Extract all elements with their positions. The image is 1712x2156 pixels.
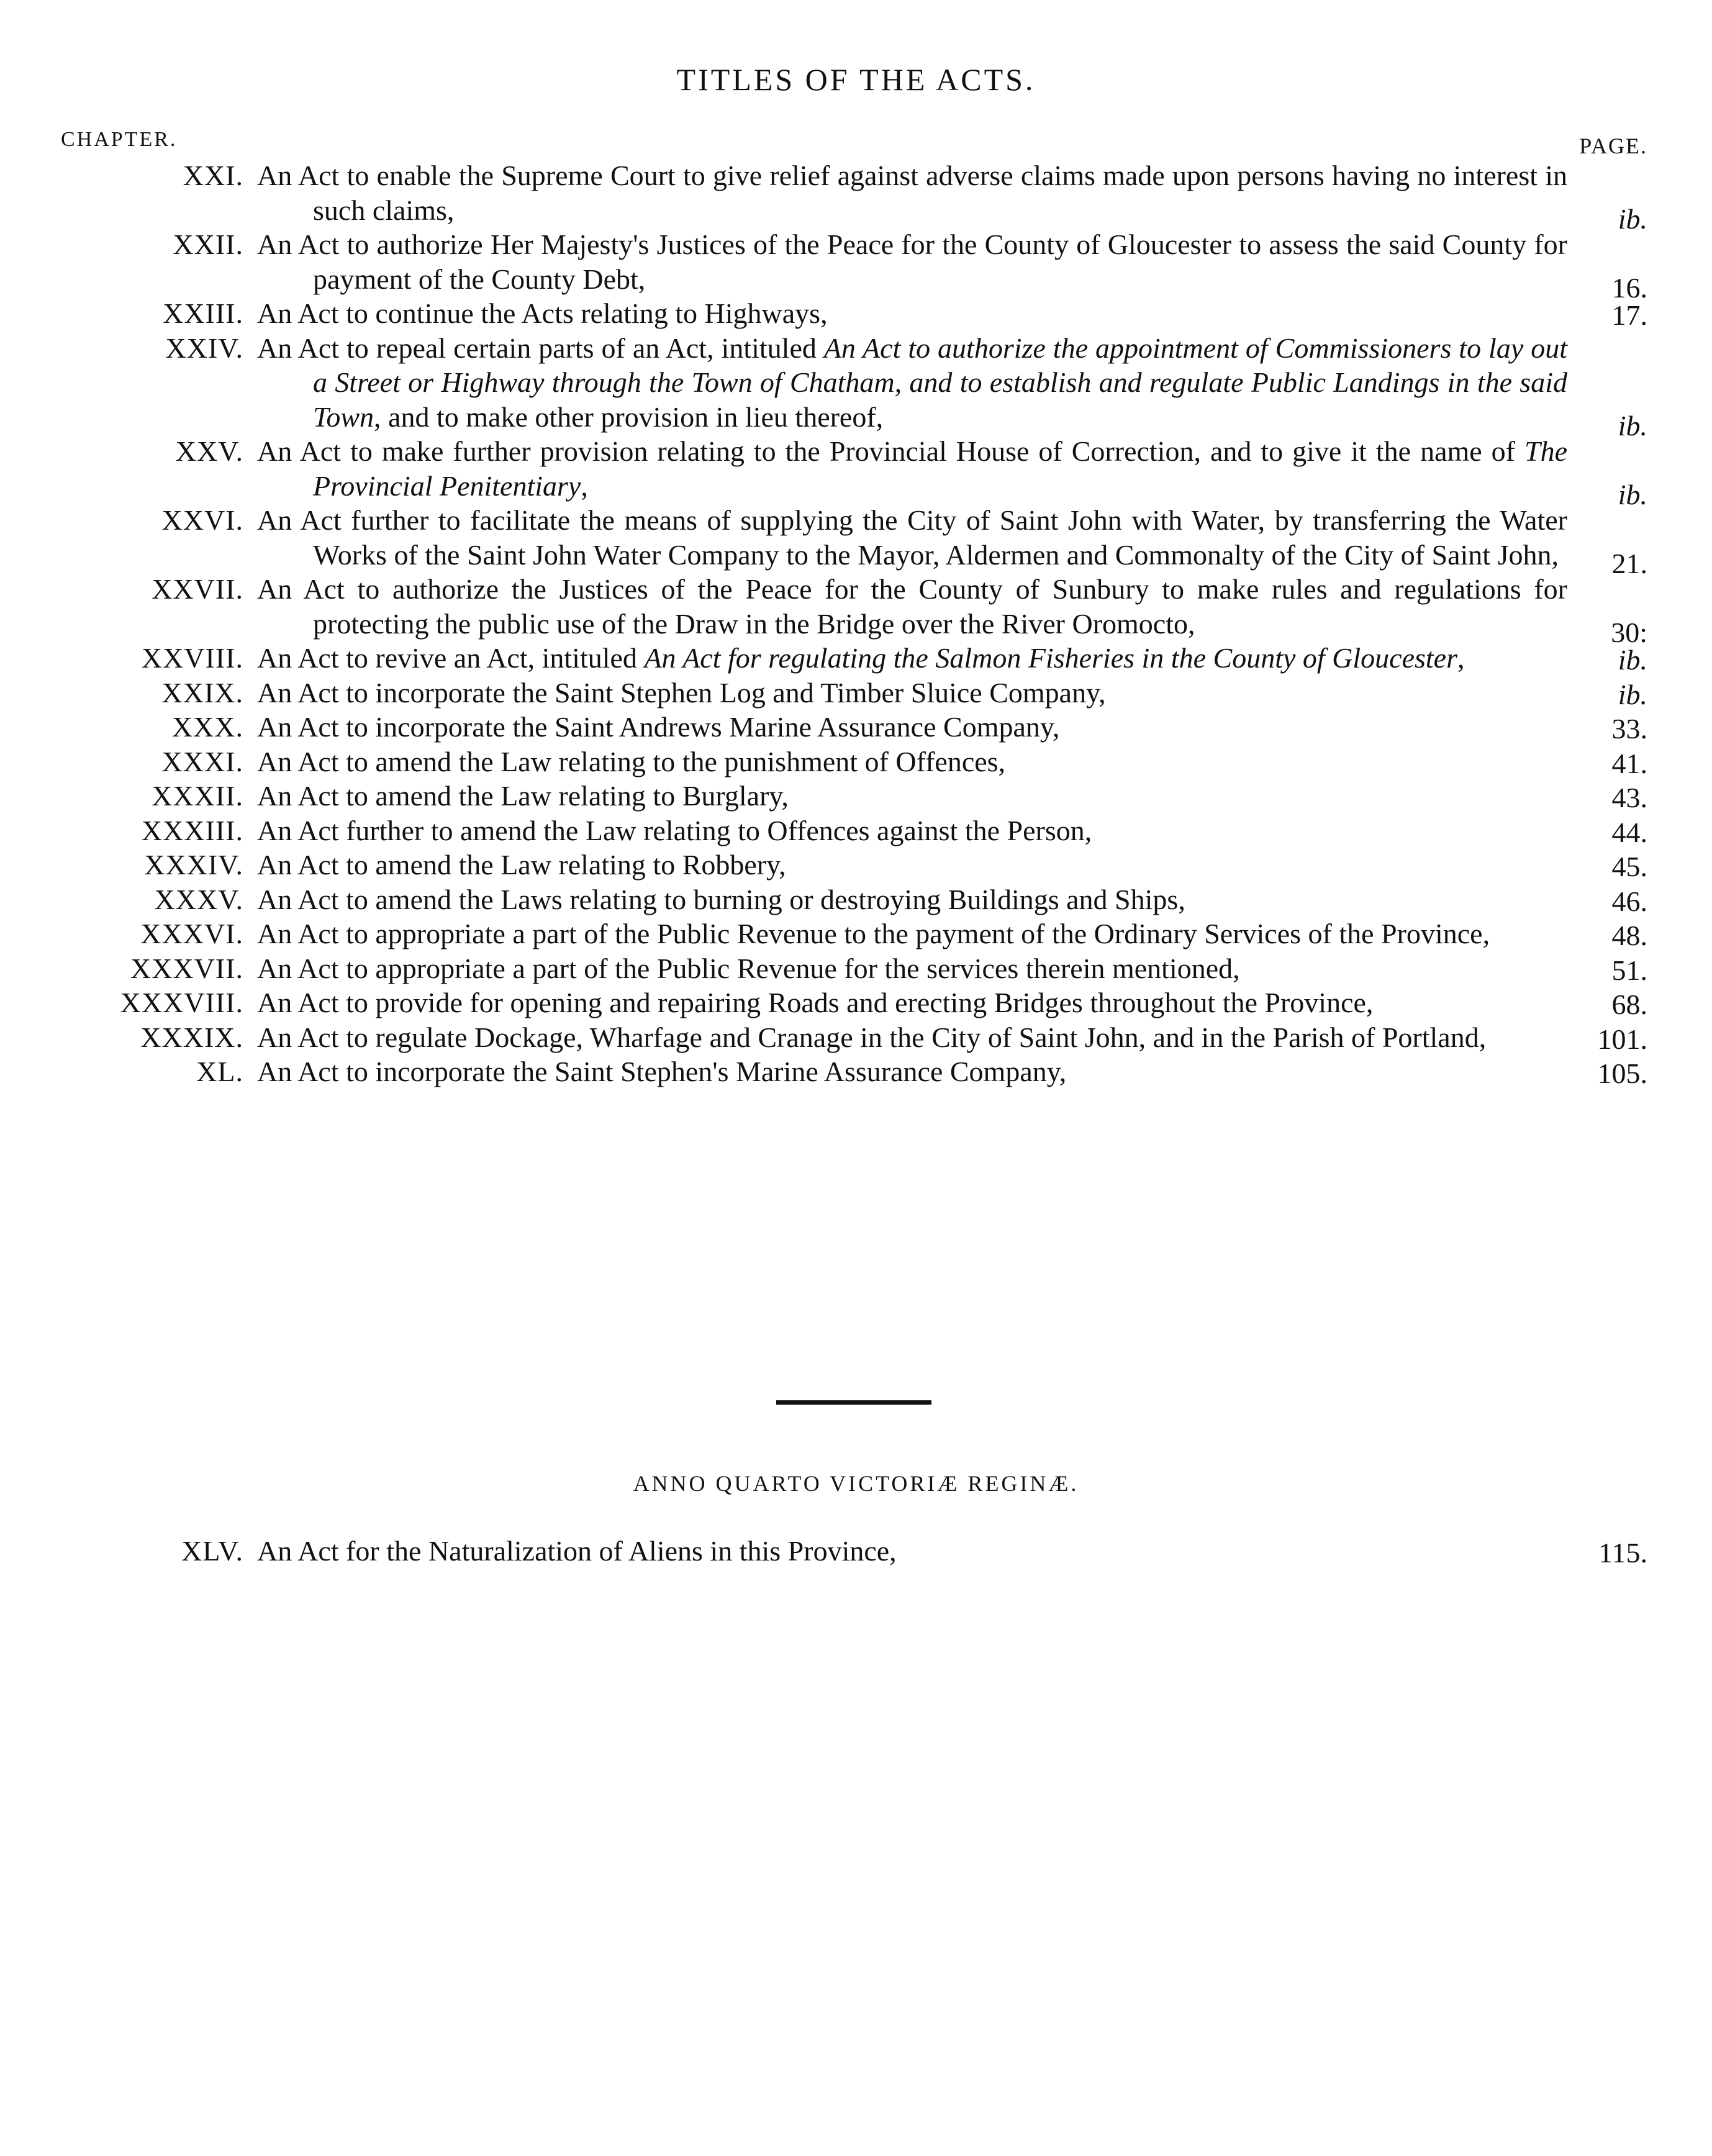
act-title [257,745,1567,779]
act-entry [0,951,1712,986]
page-number: ib. [1618,644,1647,676]
act-title [257,676,1567,710]
page-column-header: PAGE. [1579,134,1647,158]
page-number: ib. [1618,478,1647,510]
act-title-italic-segment: The Provincial Penitentiary [313,435,1567,502]
chapter-number: XXV. [175,435,243,467]
act-entry [0,917,1712,951]
chapter-number: XXX. [171,711,243,743]
chapter-number: XXI. [183,160,243,191]
act-title [257,641,1567,676]
section-divider [776,1400,931,1405]
act-title-segment: An Act to enable the Supreme Court to give relief against adverse claims made upon persons having no interest in such claims, [257,160,1567,226]
chapter-number: XXIV. [165,332,243,364]
act-title [257,296,1567,331]
act-title-italic-segment: An Act to authorize the appointment of Commissioners to lay out a Street or Highway through the Town of Chatham, and to establish and regulate Public Landings in the said Town [313,332,1567,433]
act-title-segment: An Act to amend the Law relating to Robbery, [257,849,786,881]
page-number: 48. [1611,920,1647,951]
page-number: 51. [1611,954,1647,986]
act-title-segment: An Act to continue the Acts relating to Highways, [257,297,828,329]
act-title-segment: An Act to amend the Law relating to Burglary, [257,780,789,812]
chapter-column-header: CHAPTER. [61,128,178,151]
page-number: ib. [1618,202,1647,235]
chapter-number: XXVI. [161,504,243,536]
act-title [257,434,1567,503]
act-title [257,158,1567,227]
act-title-segment: An Act further to facilitate the means of supplying the City of Saint John with Water, by transferring the Water Works of the Saint John Water Company to the Mayor, Aldermen and Commonalty of the City of Saint John, [257,504,1567,571]
chapter-number: XXXI. [161,745,243,777]
act-entry [0,813,1712,848]
act-title-segment: An Act to authorize the Justices of the Peace for the County of Sunbury to make rules and regulations for protecting the public use of the Draw in the Bridge over the River Oromocto, [257,573,1567,640]
page-number: 101. [1597,1023,1647,1055]
act-title-segment: , [581,469,588,502]
page-number: 21. [1611,547,1647,579]
act-title-segment: An Act to incorporate the Saint Andrews Marine Assurance Company, [257,711,1060,743]
act-title-segment: An Act to authorize Her Majesty's Justices of the Peace for the County of Gloucester to assess the said County for payment of the County Debt, [257,229,1567,295]
chapter-number: XXXV. [154,883,243,915]
act-title [257,951,1567,986]
act-title-italic-segment: An Act for regulating the Salmon Fisheries in the County of Gloucester [644,642,1457,674]
act-entry [0,434,1712,510]
act-title [257,882,1567,917]
chapter-number: XXXIII. [141,814,243,846]
chapter-number: XXXVII. [130,952,243,984]
act-entry [0,1020,1712,1055]
act-title [257,1020,1567,1055]
act-title-segment: , and to make other provision in lieu thereof, [374,401,884,433]
act-entry [0,882,1712,917]
page-number: 41. [1611,747,1647,779]
act-entry [0,848,1712,882]
act-title [257,813,1567,848]
chapter-number: XLV. [181,1535,243,1567]
act-title [257,1534,1567,1569]
act-title-segment: An Act to incorporate the Saint Stephen's Marine Assurance Company, [257,1056,1067,1087]
act-title [257,779,1567,813]
act-title-segment: An Act to amend the Law relating to the punishment of Offences, [257,745,1006,777]
chapter-number: XXXIX. [140,1021,243,1053]
act-title-segment: An Act to provide for opening and repairing Roads and erecting Bridges throughout the Province, [257,987,1374,1018]
act-title-segment: An Act to repeal certain parts of an Act, intituled [257,332,824,364]
act-title [257,710,1567,745]
page-number: 115. [1598,1537,1647,1569]
chapter-number: XL. [196,1056,243,1087]
page-number: 16. [1611,271,1647,304]
chapter-number: XXII. [173,229,243,260]
chapter-number: XXVIII. [141,642,243,674]
act-title [257,848,1567,882]
act-title-segment: , [1457,642,1465,674]
act-entry [0,1054,1712,1089]
page-number: 44. [1611,816,1647,848]
section-acts-list [0,1534,1712,1569]
page-number: 105. [1597,1058,1647,1089]
chapter-number: XXXII. [152,780,243,812]
act-title [257,1054,1567,1089]
chapter-number: XXVII. [152,573,243,605]
act-entry [0,641,1712,676]
act-title-segment: An Act to incorporate the Saint Stephen Log and Timber Sluice Company, [257,676,1106,709]
chapter-number: XXIII. [163,297,243,329]
act-title [257,503,1567,572]
act-entry [0,331,1712,442]
chapter-number: XXIX. [161,676,243,709]
act-title [257,985,1567,1020]
act-title-segment: An Act to regulate Dockage, Wharfage and Cranage in the City of Saint John, and in the Parish of Portland, [257,1021,1487,1053]
page-number: 43. [1611,782,1647,813]
page-number: ib. [1618,409,1647,442]
page-number: 46. [1611,885,1647,917]
act-entry [0,158,1712,235]
act-title [257,331,1567,435]
act-title-segment: An Act for the Naturalization of Aliens in this Province, [257,1535,897,1567]
acts-list [0,158,1712,1089]
act-entry [0,676,1712,710]
act-title-segment: An Act to appropriate a part of the Public Revenue for the services therein mentioned, [257,952,1240,984]
act-entry [0,227,1712,304]
act-title-segment: An Act to revive an Act, intituled [257,642,645,674]
act-title [257,572,1567,641]
act-entry [0,503,1712,579]
page-number: 68. [1611,989,1647,1020]
act-title-segment: An Act further to amend the Law relating to Offences against the Person, [257,814,1092,846]
act-entry [0,296,1712,331]
section-heading: ANNO QUARTO VICTORIÆ REGINÆ. [633,1471,1079,1496]
act-entry [0,710,1712,745]
act-title-segment: An Act to make further provision relating to the Provincial House of Correction, and to give it the name of [257,435,1524,467]
page-title: TITLES OF THE ACTS. [676,62,1036,97]
act-entry [0,572,1712,648]
page-number: ib. [1618,678,1647,710]
chapter-number: XXXIV. [144,849,243,881]
page-number: 17. [1611,299,1647,331]
chapter-number: XXXVIII. [120,987,243,1018]
act-title-segment: An Act to amend the Laws relating to burning or destroying Buildings and Ships, [257,883,1185,915]
act-entry [0,1534,1712,1569]
act-entry [0,779,1712,813]
page-number: 30: [1611,616,1647,648]
act-title-segment: An Act to appropriate a part of the Public Revenue to the payment of the Ordinary Services of the Province, [257,918,1490,949]
act-title [257,227,1567,296]
act-title [257,917,1567,951]
chapter-number: XXXVI. [140,918,243,949]
act-entry [0,985,1712,1020]
act-entry [0,745,1712,779]
page-number: 33. [1611,713,1647,745]
page-number: 45. [1611,851,1647,882]
